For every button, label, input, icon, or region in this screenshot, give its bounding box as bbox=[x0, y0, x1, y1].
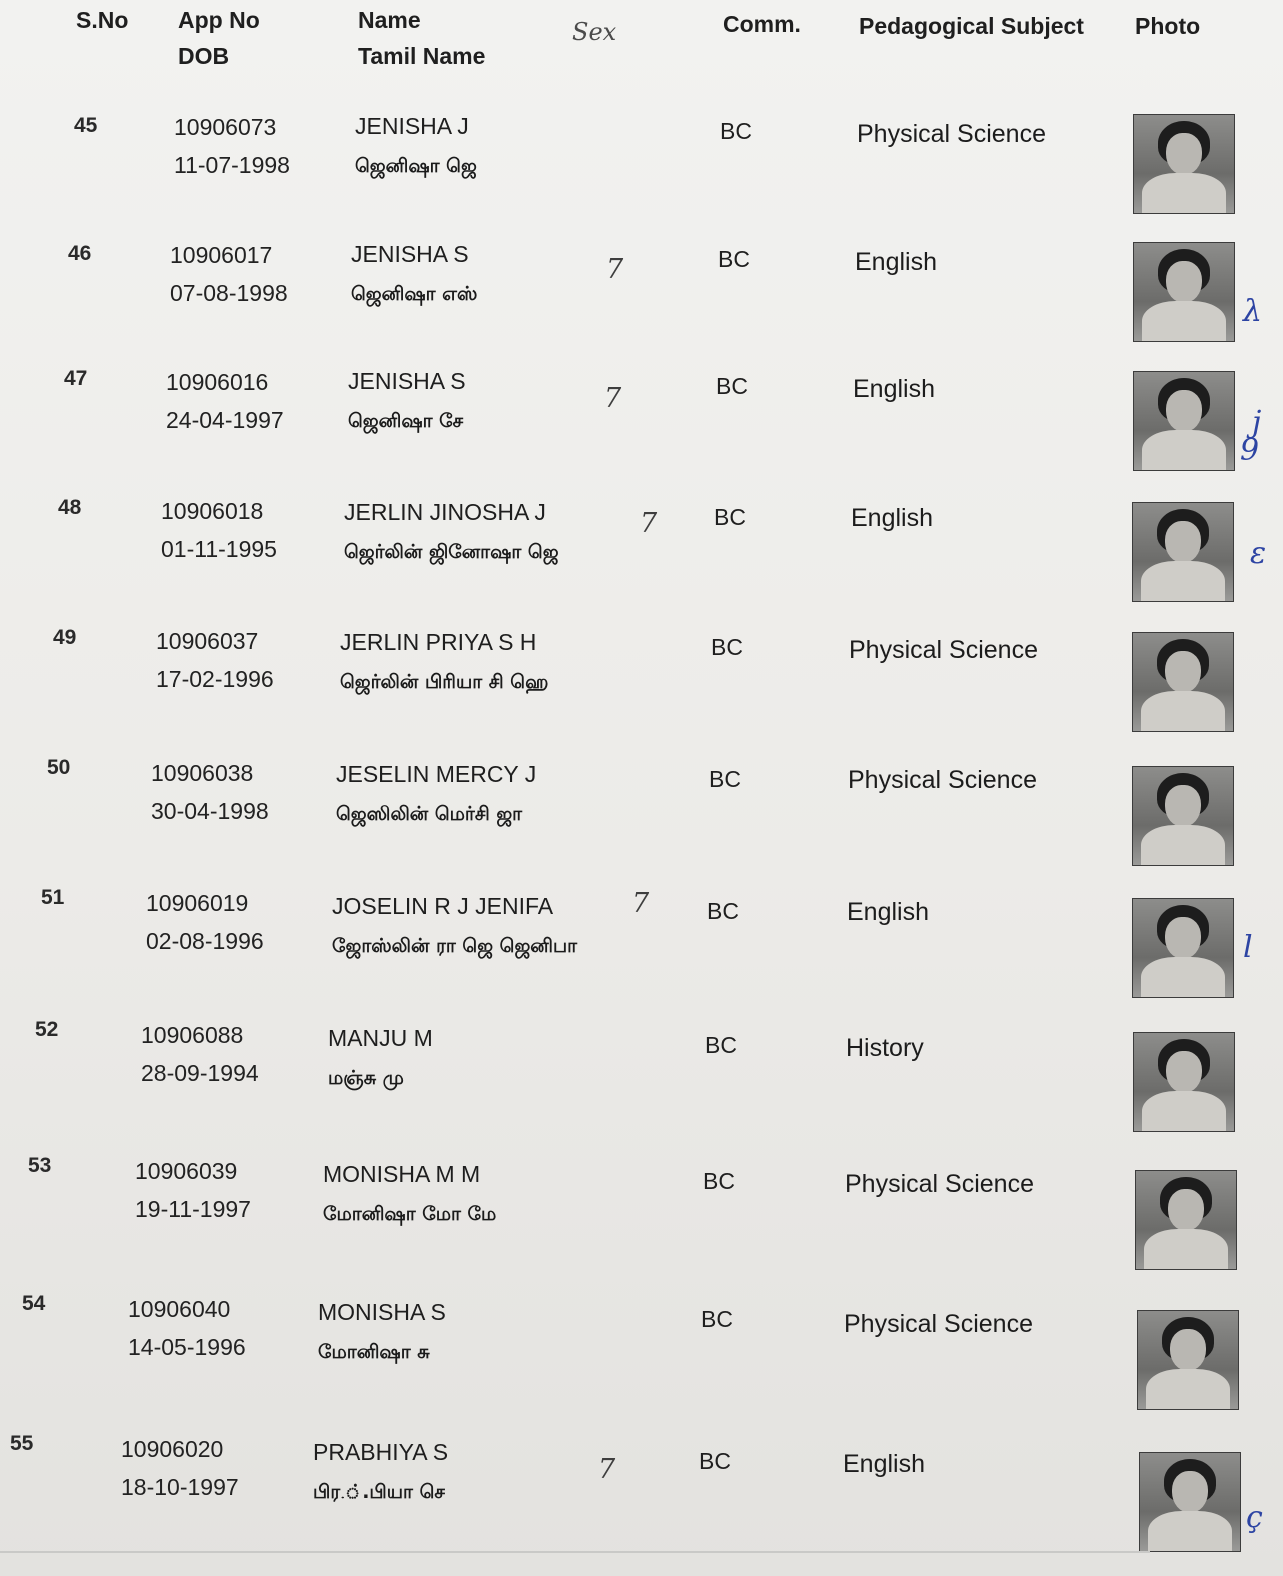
row-sno: 53 bbox=[28, 1154, 52, 1177]
row-name: JERLIN JINOSHA J bbox=[344, 499, 546, 525]
candidate-photo bbox=[1133, 114, 1235, 214]
row-name-block bbox=[318, 1292, 446, 1372]
row-subject: English bbox=[855, 248, 937, 276]
row-sno: 46 bbox=[68, 242, 92, 265]
row-name: JENISHA S bbox=[348, 368, 466, 394]
row-comm: BC bbox=[716, 373, 748, 399]
row-comm: BC bbox=[711, 634, 743, 660]
row-app-dob bbox=[128, 1290, 246, 1366]
row-sno: 50 bbox=[47, 756, 71, 779]
table-row bbox=[0, 626, 1283, 736]
row-dob: 01-11-1995 bbox=[161, 536, 277, 562]
table-row bbox=[0, 1292, 1283, 1402]
margin-mark: λ bbox=[1243, 294, 1263, 329]
candidate-photo bbox=[1135, 1170, 1237, 1270]
candidate-photo bbox=[1132, 766, 1234, 866]
row-sex-mark: 7 bbox=[640, 508, 658, 539]
table-header bbox=[0, 0, 1283, 80]
row-comm: BC bbox=[707, 898, 739, 924]
row-tamil-name: மோனிஷா சு bbox=[318, 1341, 430, 1363]
row-subject: English bbox=[847, 898, 929, 926]
candidate-photo bbox=[1132, 898, 1234, 998]
header-dob-label: DOB bbox=[178, 43, 230, 69]
candidate-photo bbox=[1133, 242, 1235, 342]
row-name: JOSELIN R J JENIFA bbox=[332, 893, 554, 919]
row-name-block bbox=[340, 622, 548, 702]
margin-mark: l bbox=[1243, 930, 1253, 965]
row-tamil-name: பிர.்.பியா செ bbox=[313, 1481, 445, 1503]
row-name: MANJU M bbox=[328, 1025, 433, 1051]
header-photo: Photo bbox=[1135, 13, 1201, 39]
row-comm: BC bbox=[703, 1168, 735, 1194]
row-dob: 19-11-1997 bbox=[135, 1196, 251, 1222]
candidate-photo bbox=[1133, 1032, 1235, 1132]
row-tamil-name: ஜெஸிலின் மெர்சி ஜா bbox=[336, 803, 523, 825]
row-comm: BC bbox=[699, 1448, 731, 1474]
row-tamil-name: ஜெர்லின் ஜினோஷா ஜெ bbox=[344, 541, 559, 563]
row-app-dob bbox=[135, 1152, 251, 1228]
row-sno: 47 bbox=[64, 367, 88, 390]
row-sex-mark: 7 bbox=[604, 383, 622, 414]
row-sno: 49 bbox=[53, 626, 77, 649]
row-name: JENISHA J bbox=[355, 113, 469, 139]
row-dob: 07-08-1998 bbox=[170, 280, 288, 306]
row-comm: BC bbox=[709, 766, 741, 792]
row-app-no: 10906038 bbox=[151, 760, 254, 786]
row-comm: BC bbox=[718, 246, 750, 272]
row-app-no: 10906040 bbox=[128, 1296, 231, 1322]
margin-mark: 9 bbox=[1240, 433, 1260, 468]
row-subject: English bbox=[853, 375, 935, 403]
row-app-no: 10906019 bbox=[146, 890, 249, 916]
row-subject: Physical Science bbox=[848, 766, 1037, 794]
header-sex-handwritten: Sex bbox=[572, 18, 617, 46]
row-app-dob bbox=[141, 1016, 259, 1092]
row-app-dob bbox=[170, 236, 288, 312]
row-name-block bbox=[328, 1018, 433, 1098]
header-comm: Comm. bbox=[723, 11, 801, 37]
row-sno: 52 bbox=[35, 1018, 59, 1041]
header-name-label: Name bbox=[358, 7, 421, 33]
row-app-dob bbox=[174, 108, 290, 184]
candidate-photo bbox=[1132, 502, 1234, 602]
row-app-no: 10906037 bbox=[156, 628, 259, 654]
row-dob: 02-08-1996 bbox=[146, 928, 264, 954]
header-tamil-name-label: Tamil Name bbox=[358, 43, 486, 69]
row-dob: 30-04-1998 bbox=[151, 798, 269, 824]
row-subject: Physical Science bbox=[845, 1170, 1034, 1198]
row-app-no: 10906073 bbox=[174, 114, 277, 140]
row-name-block bbox=[348, 361, 466, 441]
row-name-block bbox=[332, 886, 577, 966]
row-tamil-name: ஜெர்லின் பிரியா சி ஹெ bbox=[340, 671, 549, 693]
row-dob: 18-10-1997 bbox=[121, 1474, 239, 1500]
row-dob: 11-07-1998 bbox=[174, 152, 290, 178]
row-tamil-name: ஜெனிஷா சே bbox=[348, 410, 464, 432]
header-pedagogical-subject: Pedagogical Subject bbox=[859, 13, 1084, 39]
row-tamil-name: ஜெனிஷா ஜெ bbox=[355, 155, 477, 177]
table-row bbox=[0, 496, 1283, 606]
row-tamil-name: மஞ்சு மு bbox=[328, 1067, 404, 1089]
table-row bbox=[0, 367, 1283, 477]
table-row bbox=[0, 112, 1283, 222]
row-app-no: 10906016 bbox=[166, 369, 269, 395]
row-subject: English bbox=[843, 1450, 925, 1478]
margin-mark: j bbox=[1252, 405, 1262, 440]
row-app-dob bbox=[156, 622, 274, 698]
header-name bbox=[358, 2, 485, 74]
row-app-dob bbox=[121, 1430, 239, 1506]
table-row bbox=[0, 756, 1283, 866]
row-tamil-name: ஜெனிஷா எஸ் bbox=[351, 283, 478, 305]
candidate-photo bbox=[1139, 1452, 1241, 1552]
row-app-no: 10906017 bbox=[170, 242, 273, 268]
margin-mark: ç bbox=[1246, 1500, 1263, 1535]
row-name: PRABHIYA S bbox=[313, 1439, 449, 1465]
row-sex-mark: 7 bbox=[632, 888, 650, 919]
row-comm: BC bbox=[701, 1306, 733, 1332]
row-name-block bbox=[313, 1432, 448, 1512]
row-name-block bbox=[344, 492, 559, 572]
row-sno: 45 bbox=[74, 114, 98, 137]
row-sno: 48 bbox=[58, 496, 82, 519]
page-bottom-rule bbox=[0, 1551, 1150, 1553]
row-dob: 24-04-1997 bbox=[166, 407, 284, 433]
row-name-block bbox=[336, 754, 536, 834]
table-row bbox=[0, 1154, 1283, 1264]
row-sex-mark: 7 bbox=[606, 254, 624, 285]
row-app-no: 10906039 bbox=[135, 1158, 238, 1184]
row-comm: BC bbox=[714, 504, 746, 530]
header-app-no bbox=[178, 2, 260, 74]
margin-mark: ε bbox=[1250, 536, 1267, 571]
row-name: JESELIN MERCY J bbox=[336, 761, 537, 787]
row-sno: 51 bbox=[41, 886, 65, 909]
row-dob: 17-02-1996 bbox=[156, 666, 274, 692]
row-tamil-name: ஜோஸ்லின் ரா ஜெ ஜெனிபா bbox=[332, 935, 578, 957]
table-row bbox=[0, 886, 1283, 996]
row-name: JERLIN PRIYA S H bbox=[340, 629, 537, 655]
row-app-no: 10906018 bbox=[161, 498, 264, 524]
row-comm: BC bbox=[705, 1032, 737, 1058]
header-sno: S.No bbox=[76, 7, 129, 33]
row-sno: 55 bbox=[10, 1432, 34, 1455]
row-name-block bbox=[351, 234, 477, 314]
row-subject: Physical Science bbox=[844, 1310, 1033, 1338]
row-subject: Physical Science bbox=[857, 120, 1046, 148]
row-name-block bbox=[355, 106, 477, 186]
table-row bbox=[0, 240, 1283, 350]
row-sno: 54 bbox=[22, 1292, 46, 1315]
row-app-dob bbox=[151, 754, 269, 830]
table-row bbox=[0, 1432, 1283, 1542]
row-sex-mark: 7 bbox=[598, 1454, 616, 1485]
table-row bbox=[0, 1018, 1283, 1128]
row-subject: Physical Science bbox=[849, 636, 1038, 664]
row-app-dob bbox=[166, 363, 284, 439]
row-name: JENISHA S bbox=[351, 241, 469, 267]
row-comm: BC bbox=[720, 118, 752, 144]
row-name: MONISHA S bbox=[318, 1299, 446, 1325]
row-app-no: 10906088 bbox=[141, 1022, 244, 1048]
row-name: MONISHA M M bbox=[323, 1161, 481, 1187]
row-app-no: 10906020 bbox=[121, 1436, 224, 1462]
row-app-dob bbox=[161, 492, 277, 568]
candidate-photo bbox=[1137, 1310, 1239, 1410]
row-subject: English bbox=[851, 504, 933, 532]
row-name-block bbox=[323, 1154, 496, 1234]
row-tamil-name: மோனிஷா மோ மே bbox=[323, 1203, 497, 1225]
row-dob: 14-05-1996 bbox=[128, 1334, 246, 1360]
row-app-dob bbox=[146, 884, 264, 960]
header-app-no-label: App No bbox=[178, 7, 260, 33]
candidate-photo bbox=[1133, 371, 1235, 471]
row-subject: History bbox=[846, 1034, 924, 1062]
candidate-photo bbox=[1132, 632, 1234, 732]
row-dob: 28-09-1994 bbox=[141, 1060, 259, 1086]
